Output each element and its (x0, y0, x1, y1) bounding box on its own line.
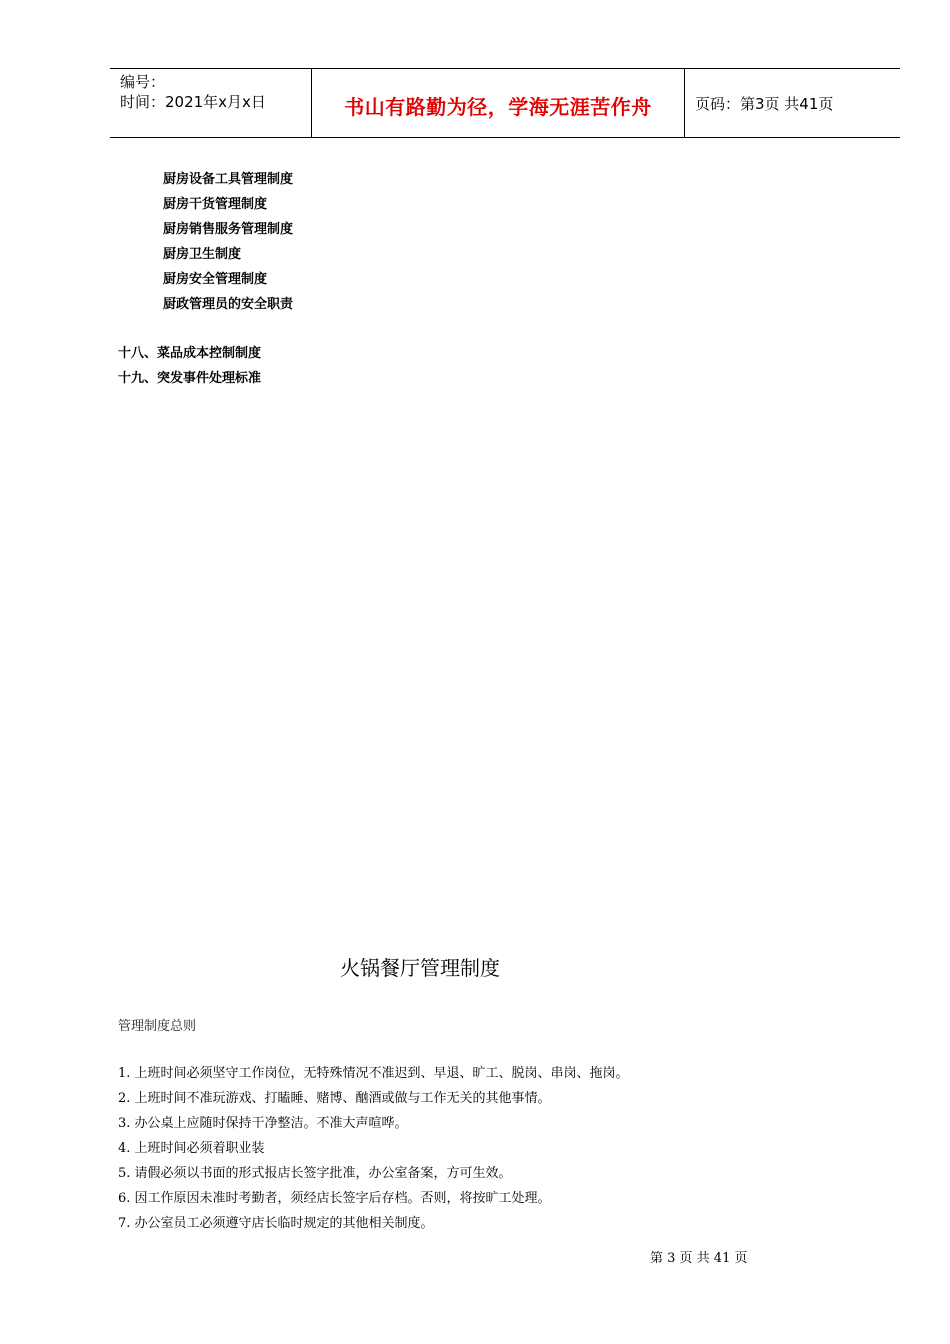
document-title: 火锅餐厅管理制度 (340, 956, 500, 980)
toc-main-item: 十八、菜品成本控制制度 (118, 346, 262, 361)
doc-number-label: 编号： (120, 73, 166, 91)
rule-item: 7. 办公室员工必须遵守店长临时规定的其他相关制度。 (118, 1216, 434, 1231)
header-page-info: 页码：第3页 共41页 (695, 95, 834, 113)
toc-main-list (118, 344, 261, 394)
toc-sub-item: 厨房销售服务管理制度 (163, 222, 294, 237)
rule-item: 1. 上班时间必须坚守工作岗位，无特殊情况不准迟到、早退、旷工、脱岗、串岗、拖岗。 (118, 1066, 629, 1081)
header-middle-cell (312, 69, 685, 137)
header-motto: 书山有路勤为径，学海无涯苦作舟 (344, 95, 652, 119)
document-title-wrapper (0, 952, 840, 981)
rule-item: 3. 办公桌上应随时保持干净整洁。不准大声喧哗。 (118, 1116, 408, 1131)
toc-main-item: 十九、突发事件处理标准 (118, 371, 262, 386)
header-right-cell (685, 69, 900, 137)
rule-item: 6. 因工作原因未准时考勤者，须经店长签字后存档。否则，将按旷工处理。 (118, 1191, 551, 1206)
toc-sub-item: 厨政管理员的安全职责 (163, 297, 294, 312)
section-heading: 管理制度总则 (118, 1019, 197, 1034)
toc-sub-list (163, 170, 293, 320)
doc-date: 时间：2021年x月x日 (120, 93, 266, 111)
rule-item: 4. 上班时间必须着职业装 (118, 1141, 265, 1156)
rule-item: 5. 请假必须以书面的形式报店长签字批准，办公室备案，方可生效。 (118, 1166, 512, 1181)
toc-sub-item: 厨房设备工具管理制度 (163, 172, 294, 187)
toc-sub-item: 厨房干货管理制度 (163, 197, 268, 212)
rule-item: 2. 上班时间不准玩游戏、打瞌睡、赌博、酗酒或做与工作无关的其他事情。 (118, 1091, 551, 1106)
page-header (110, 68, 900, 138)
rules-list (118, 1064, 629, 1239)
header-left-cell (110, 69, 312, 137)
toc-sub-item: 厨房安全管理制度 (163, 272, 268, 287)
page-footer: 第 3 页 共 41 页 (650, 1251, 748, 1266)
toc-sub-item: 厨房卫生制度 (163, 247, 242, 262)
